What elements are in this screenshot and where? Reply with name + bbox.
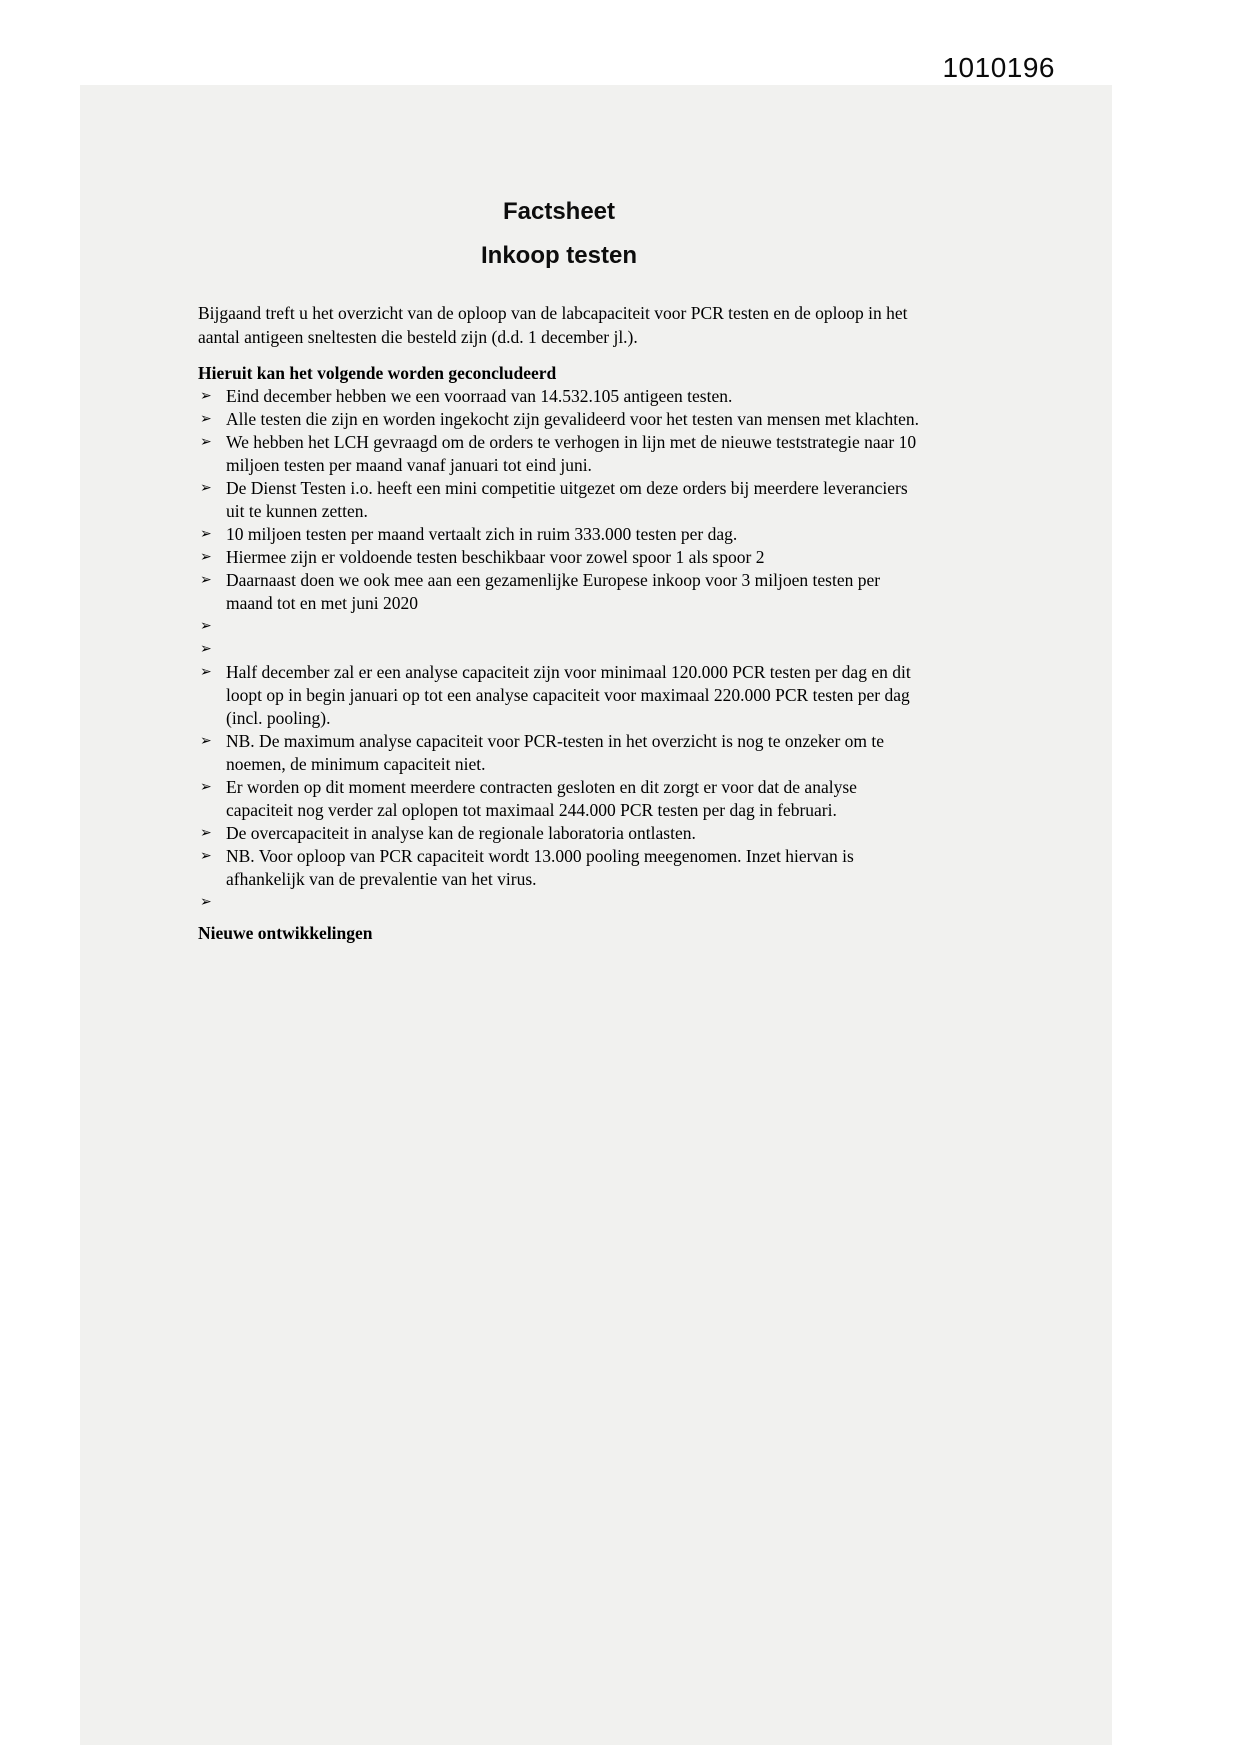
arrow-bullet-icon: ➢ <box>200 388 212 404</box>
list-item-text: Hiermee zijn er voldoende testen beschikbaar voor zowel spoor 1 als spoor 2 <box>226 547 765 567</box>
arrow-bullet-icon: ➢ <box>200 848 212 864</box>
list-item <box>198 845 920 891</box>
list-item <box>198 822 920 845</box>
conclusions-list <box>198 385 920 914</box>
list-item <box>198 776 920 822</box>
list-item <box>198 569 920 615</box>
list-item-text <box>226 891 920 914</box>
list-item <box>198 408 920 431</box>
list-item <box>198 891 920 914</box>
list-item-text: Half december zal er een analyse capaciteit zijn voor minimaal 120.000 PCR testen per dag en dit loopt op in begin januari op tot een analyse capaciteit voor maximaal 220.000 PCR testen per dag (incl. pooling). <box>226 662 911 728</box>
arrow-bullet-icon: ➢ <box>200 664 212 680</box>
list-item-text: We hebben het LCH gevraagd om de orders te verhogen in lijn met de nieuwe teststrategie naar 10 miljoen testen per maand vanaf januari tot eind juni. <box>226 432 917 475</box>
list-item-text: Eind december hebben we een voorraad van 14.532.105 antigeen testen. <box>226 386 733 406</box>
list-item-text: De Dienst Testen i.o. heeft een mini competitie uitgezet om deze orders bij meerdere leveranciers uit te kunnen zetten. <box>226 478 908 521</box>
document-title: Factsheet <box>502 198 616 225</box>
list-item-text: Daarnaast doen we ook mee aan een gezamenlijke Europese inkoop voor 3 miljoen testen per maand tot en met juni 2020 <box>226 570 881 613</box>
list-item <box>198 661 920 730</box>
arrow-bullet-icon: ➢ <box>200 434 212 450</box>
arrow-bullet-icon: ➢ <box>200 733 212 749</box>
arrow-bullet-icon: ➢ <box>200 825 212 841</box>
arrow-bullet-icon: ➢ <box>200 572 212 588</box>
arrow-bullet-icon: ➢ <box>200 618 212 634</box>
scanned-page <box>80 85 1112 1745</box>
list-item-text: Er worden op dit moment meerdere contracten gesloten en dit zorgt er voor dat de analyse capaciteit nog verder zal oplopen tot maximaal 244.000 PCR testen per dag in februari. <box>226 777 857 820</box>
list-item <box>198 638 920 661</box>
list-item-text: De overcapaciteit in analyse kan de regionale laboratoria ontlasten. <box>226 823 696 843</box>
intro-paragraph: Bijgaand treft u het overzicht van de oploop van de labcapaciteit voor PCR testen en de oploop in het aantal antigeen sneltesten die besteld zijn (d.d. 1 december jl.). <box>198 303 908 347</box>
document-id: 1010196 <box>942 52 1055 83</box>
list-item-text <box>226 615 920 638</box>
list-item <box>198 385 920 408</box>
list-item-text: NB. Voor oploop van PCR capaciteit wordt 13.000 pooling meegenomen. Inzet hiervan is afhankelijk van de prevalentie van het virus. <box>226 846 854 889</box>
document-subtitle: Inkoop testen <box>480 242 637 269</box>
list-item <box>198 730 920 776</box>
arrow-bullet-icon: ➢ <box>200 411 212 427</box>
arrow-bullet-icon: ➢ <box>200 641 212 657</box>
arrow-bullet-icon: ➢ <box>200 779 212 795</box>
arrow-bullet-icon: ➢ <box>200 894 212 910</box>
section-heading-developments: Nieuwe ontwikkelingen <box>198 923 373 943</box>
arrow-bullet-icon: ➢ <box>200 480 212 496</box>
list-item-text <box>226 638 920 661</box>
list-item <box>198 477 920 523</box>
list-item-text: Alle testen die zijn en worden ingekocht zijn gevalideerd voor het testen van mensen met klachten. <box>226 409 919 429</box>
list-item <box>198 523 920 546</box>
arrow-bullet-icon: ➢ <box>200 549 212 565</box>
section-heading-conclusions: Hieruit kan het volgende worden geconcludeerd <box>198 363 557 383</box>
list-item <box>198 546 920 569</box>
list-item-text: NB. De maximum analyse capaciteit voor PCR-testen in het overzicht is nog te onzeker om te noemen, de minimum capaciteit niet. <box>226 731 885 774</box>
list-item <box>198 431 920 477</box>
arrow-bullet-icon: ➢ <box>200 526 212 542</box>
list-item-text: 10 miljoen testen per maand vertaalt zich in ruim 333.000 testen per dag. <box>226 524 738 544</box>
list-item <box>198 615 920 638</box>
